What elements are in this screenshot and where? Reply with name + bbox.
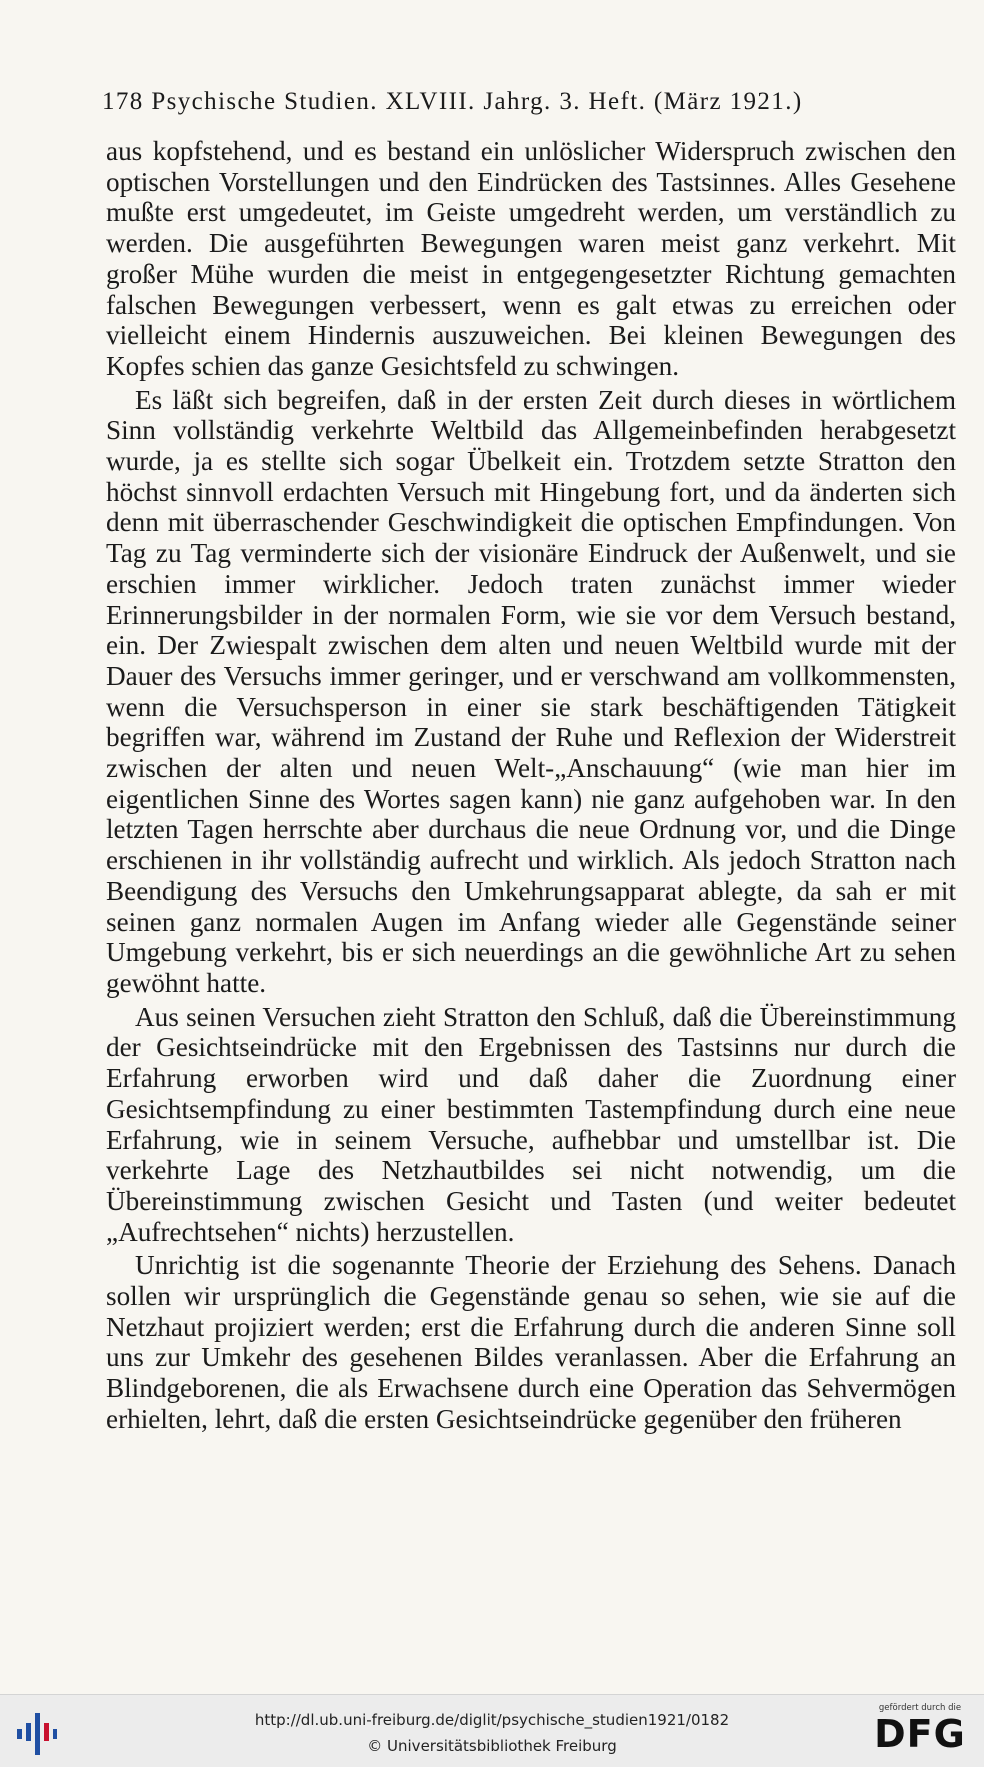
paragraph-4: Unrichtig ist die sogenannte Theorie der Erziehung des Sehens. Danach sollen wir ursprünglich die Gegenstände genau so sehen, wie sie auf die Netzhaut projiziert werden; erst die Erfahrung durch die anderen Sinne soll uns zur Umkehr des gesehenen Bildes veranlassen. Aber die Erfahrung an Blindgeborenen, die als Erwachsene durch eine Operation das Sehvermögen erhielten, lehrt, daß die ersten Gesichtseindrücke gegenüber den früheren [106,1250,956,1434]
dfg-logo [868,1703,972,1761]
running-head: 178 Psychische Studien. XLVIII. Jahrg. 3. Heft. (März 1921.) [102,88,803,115]
paragraph-1: aus kopfstehend, und es bestand ein unlöslicher Widerspruch zwischen den optischen Vorstellungen und den Eindrücken des Tastsinnes. Alles Gesehene mußte erst umgedeutet, im Geiste umgedreht werden, um verständlich zu werden. Die ausgeführten Bewegungen waren meist ganz verkehrt. Mit großer Mühe wurden die meist in entgegengesetzter Richtung gemachten falschen Bewegungen verbessert, wenn es galt etwas zu erreichen oder vielleicht einem Hindernis auszuweichen. Bei kleinen Bewegungen des Kopfes schien das ganze Gesichtsfeld zu schwingen. [106,136,956,381]
paragraph-2: Es läßt sich begreifen, daß in der ersten Zeit durch dieses in wörtlichem Sinn vollständig verkehrte Weltbild das Allgemeinbefinden herabgesetzt wurde, ja es stellte sich sogar Übelkeit ein. Trotzdem setzte Stratton den höchst sinnvoll erdachten Versuch mit Hingebung fort, und da änderten sich denn mit überraschender Geschwindigkeit die optischen Empfindungen. Von Tag zu Tag verminderte sich der visionäre Eindruck der Außenwelt, und sie erschien immer wirklicher. Jedoch traten zunächst immer wieder Erinnerungsbilder in der normalen Form, wie sie vor dem Versuch bestand, ein. Der Zwiespalt zwischen dem alten und neuen Weltbild wurde mit der Dauer des Versuchs immer geringer, und er verschwand am vollkommensten, wenn die Versuchsperson in einer sie stark beschäftigenden Tätigkeit begriffen war, während im Zustand der Ruhe und Reflexion der Widerstreit zwischen der alten und neuen Welt-„Anschauung“ (wie man hier im eigentlichen Sinne des Wortes sagen kann) nie ganz aufgehoben war. In den letzten Tagen herrschte aber durchaus die neue Ordnung vor, und die Dinge erschienen in ihr vollständig aufrecht und wirklich. Als jedoch Stratton nach Beendigung des Versuchs den Umkehrungsapparat ablegte, da sah er mit seinen ganz normalen Augen im Anfang wieder alle Gegenstände seiner Umgebung verkehrt, bis er sich neuerdings an die gewöhnliche Art zu sehen gewöhnt hatte. [106,384,956,998]
body-text [106,136,956,1435]
paragraph-3: Aus seinen Versuchen zieht Stratton den Schluß, daß die Übereinstimmung der Gesichtseindrücke mit den Ergebnissen des Tastsinns nur durch die Erfahrung erworben wird und daß daher die Zuordnung einer Gesichtsempfindung zu einer bestimmten Tastempfindung durch eine neue Erfahrung, wie in seinem Versuche, aufhebbar und umstellbar ist. Die verkehrte Lage des Netzhautbildes sei nicht notwendig, um die Übereinstimmung zwischen Gesicht und Tasten (und weiter bedeutet „Aufrechtsehen“ nichts) herzustellen. [106,1001,956,1247]
dfg-logo-text: DFG [874,1712,966,1756]
dfg-tagline: gefördert durch die [878,1703,962,1713]
copyright-text: © Universitätsbibliothek Freiburg [367,1737,617,1755]
footer-bar [0,1694,984,1767]
source-url-link[interactable]: http://dl.ub.uni-freiburg.de/diglit/psychische_studien1921/0182 [254,1711,730,1729]
